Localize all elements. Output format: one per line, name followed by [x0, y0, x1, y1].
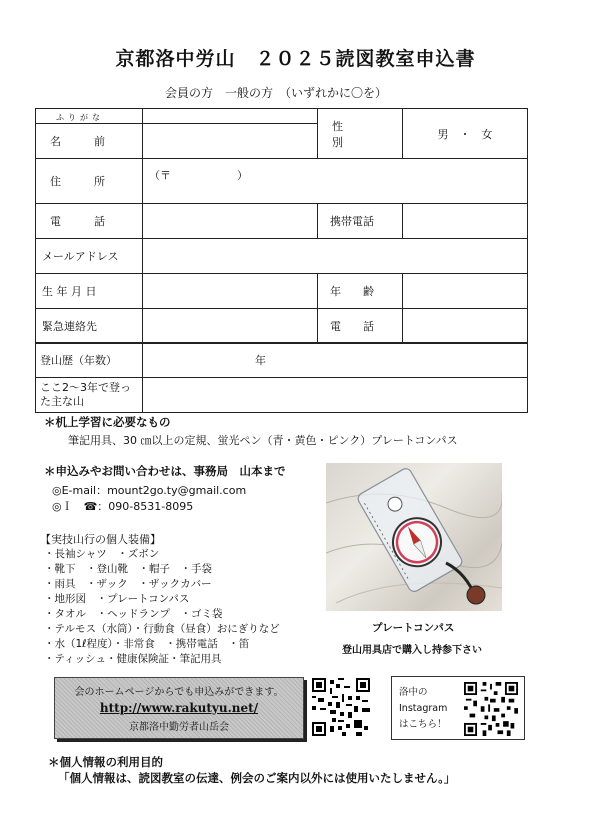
- phone-field[interactable]: [143, 204, 318, 239]
- equipment-list: [44, 546, 280, 666]
- organization-name: 京都洛中勤労者山岳会: [129, 722, 229, 733]
- climbing-history-table: [35, 342, 528, 413]
- equipment-item: ・ティッシュ・健康保険証・筆記用具: [44, 653, 222, 665]
- birthday-label: 生 年 月 日: [42, 285, 97, 298]
- contact-tel: ◎Ｉ ☎：090-8531-8095: [52, 500, 194, 513]
- emergency-phone-label: 電 話: [330, 320, 374, 333]
- instagram-text: 洛中のInstagramはこちら！: [399, 687, 448, 730]
- instagram-qr-code[interactable]: [464, 682, 518, 736]
- photo-note: 登山用具店で購入し持参下さい: [342, 645, 482, 656]
- instagram-box: [391, 676, 525, 740]
- birthday-field[interactable]: [143, 274, 318, 309]
- member-type-line: 会員の方 一般の方 （いずれかに〇を）: [165, 86, 388, 100]
- homepage-text: 会のホームページからでも申込みができます。: [74, 687, 284, 698]
- homepage-qr-code[interactable]: [312, 678, 370, 736]
- emergency-contact-field[interactable]: [143, 309, 318, 344]
- compass-illustration: [326, 463, 502, 611]
- equipment-item: ・水（1ℓ程度）・非常食 ・携帯電話 ・笛: [44, 638, 250, 650]
- furigana-field[interactable]: [143, 109, 318, 124]
- recent-mountains-label: ここ2～3年で登った主な山: [40, 381, 131, 408]
- name-label: 名 前: [50, 135, 105, 148]
- age-label: 年 齢: [330, 285, 374, 298]
- equipment-heading: 【実技山行の個人装備】: [40, 533, 161, 546]
- equipment-item: ・長袖シャツ ・ズボン: [44, 548, 160, 560]
- emergency-contact-label: 緊急連絡先: [42, 320, 97, 333]
- climbing-years-label: 登山歴（年数）: [40, 354, 117, 367]
- photo-caption: プレートコンパス: [372, 622, 455, 634]
- email-label: メールアドレス: [42, 250, 119, 263]
- equipment-item: ・雨具 ・ザック ・ザックカバー: [44, 578, 212, 590]
- gender-label: 性 別: [332, 119, 395, 149]
- address-label: 住 所: [50, 175, 105, 188]
- phone-label: 電 話: [50, 215, 105, 228]
- homepage-url-link[interactable]: http://www.rakutyu.net/: [99, 701, 259, 715]
- mobile-field[interactable]: [403, 204, 528, 239]
- application-form-table: [35, 108, 528, 344]
- postal-code-prefix: （〒 ）: [149, 169, 248, 182]
- name-field[interactable]: [143, 124, 318, 159]
- age-field[interactable]: [403, 274, 528, 309]
- contact-email: ◎E-mail：mount2go.ty@gmail.com: [52, 484, 247, 497]
- homepage-box: [54, 677, 304, 739]
- climbing-years-unit: 年: [255, 354, 266, 367]
- recent-mountains-field[interactable]: [143, 378, 528, 413]
- equipment-item: ・靴下 ・登山靴 ・帽子 ・手袋: [44, 563, 212, 575]
- page-title: 京都洛中労山 ２０２５読図教室申込書: [115, 48, 476, 70]
- mobile-label: 携帯電話: [330, 215, 374, 228]
- furigana-label: ふりがな: [56, 112, 104, 122]
- contact-heading: ＊申込みやお問い合わせは、事務局 山本まで: [44, 464, 286, 478]
- equipment-item: ・地形図 ・プレートコンパス: [44, 593, 190, 605]
- gender-options: 男 ・ 女: [437, 127, 493, 141]
- climbing-years-field[interactable]: [143, 343, 528, 378]
- privacy-text: 「個人情報は、読図教室の伝達、例会のご案内以外には使用いたしません。」: [58, 771, 456, 785]
- gender-selector[interactable]: [403, 109, 528, 159]
- address-field[interactable]: [143, 159, 528, 204]
- plate-compass-photo: [326, 463, 502, 611]
- equipment-item: ・テルモス（水筒）・行動食（昼食）おにぎりなど: [44, 623, 280, 635]
- privacy-heading: ＊個人情報の利用目的: [48, 755, 163, 769]
- equipment-item: ・タオル ・ヘッドランプ ・ゴミ袋: [44, 608, 223, 620]
- desk-items: 筆記用具、30 ㎝以上の定規、蛍光ペン（青・黄色・ピンク）プレートコンパス: [68, 434, 458, 447]
- email-field[interactable]: [143, 239, 528, 274]
- desk-heading: ＊机上学習に必要なもの: [44, 415, 171, 429]
- emergency-phone-field[interactable]: [403, 309, 528, 344]
